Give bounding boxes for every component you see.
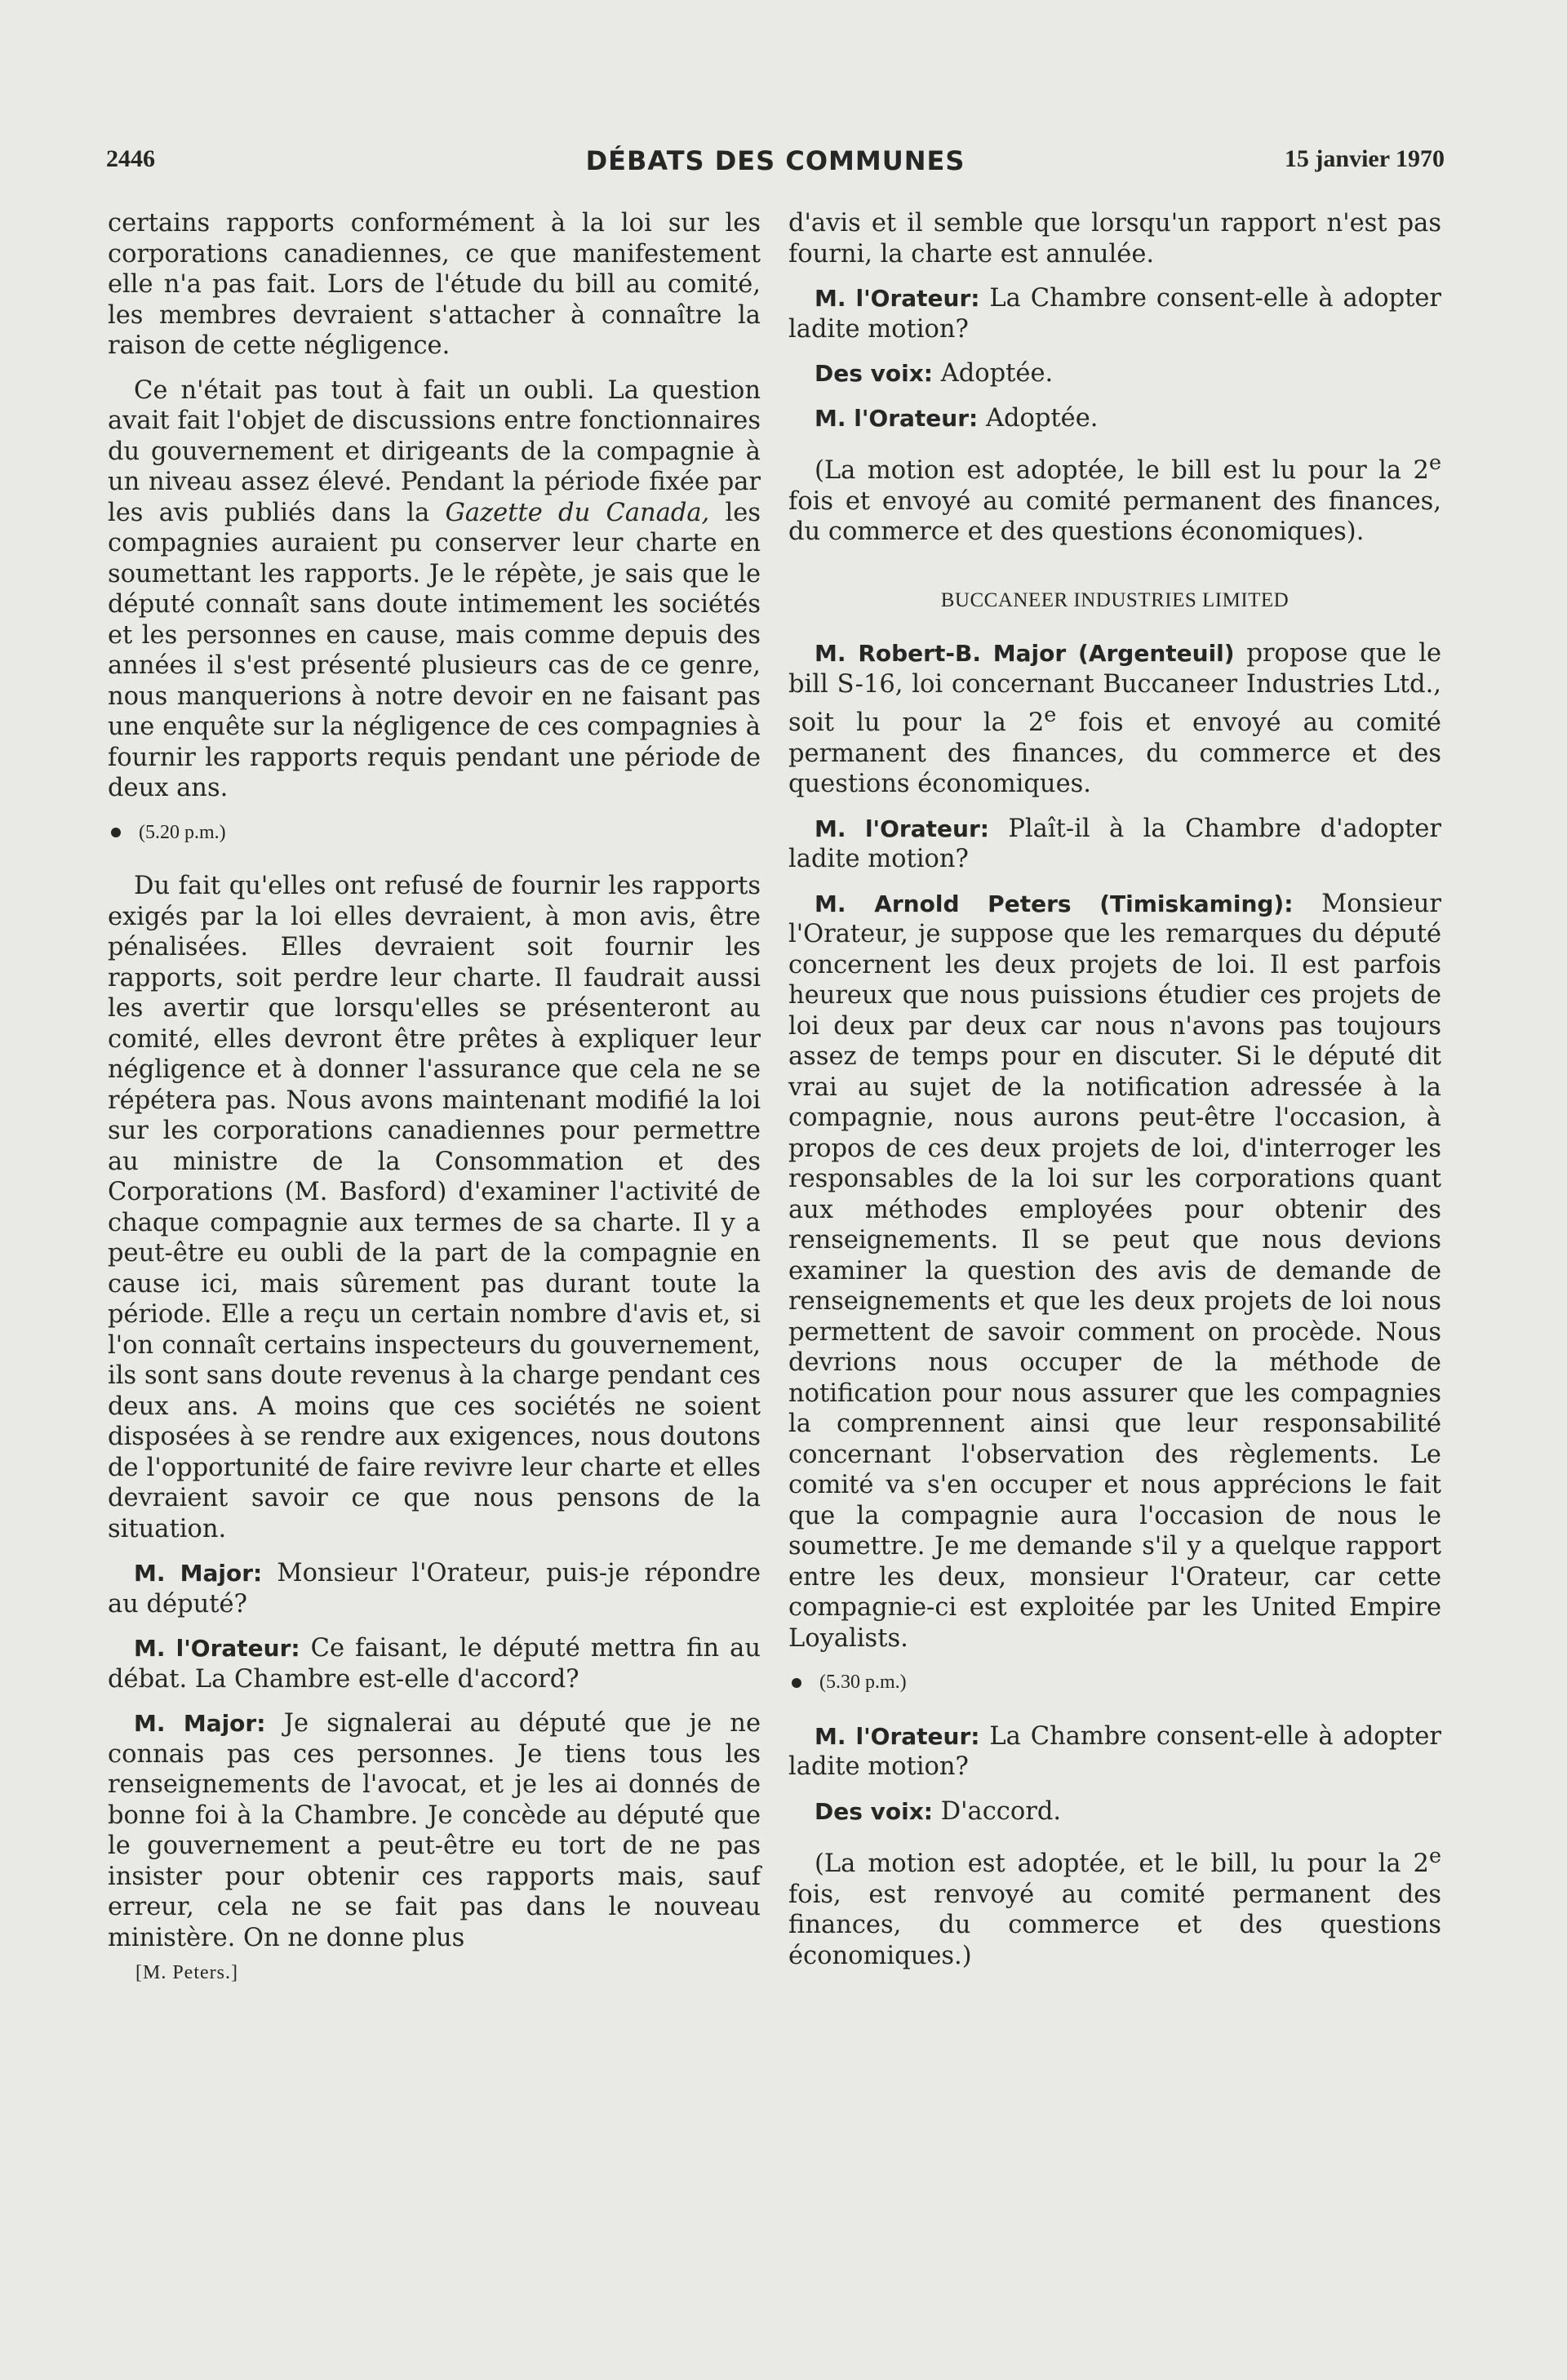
speaker-name: M. l'Orateur: (134, 1635, 300, 1662)
time-marker: (5.30 p.m.) (788, 1667, 1441, 1698)
speaker-name: M. Arnold Peters (Timiskaming): (815, 890, 1294, 917)
speaker-name: M. Robert-B. Major (Argenteuil) (815, 640, 1235, 668)
paragraph: Du fait qu'elles ont refusé de fournir les rapports exigés par la loi elles devraient, à mon avis, être pénalisées. Elles devraient soit fournir les rapports, soit perdre leur charte. Il faudrait aussi les avertir que lorsqu'elles se présenteront au comité, elles devront être prêtes à expliquer leur négligence et à donner l'assurance que cela ne se répétera pas. Nous avons maintenant modifié la loi sur les corporations canadiennes pour permettre au ministre de la Consommation et des Corporations (M. Basford) d'examiner l'activité de chaque compagnie aux termes de sa charte. Il y a peut-être eu oubli de la part de la compagnie en cause ici, mais sûrement pas durant toute la période. Elle a reçu un certain nombre d'avis et, si l'on connaît certains inspecteurs du gouvernement, ils sont sans doute revenus à la charge pendant ces deux ans. A moins que ces sociétés ne soient disposées à se rendre aux exigences, nous doutons de l'opportunité de faire revivre leur charte et elles devraient savoir ce que nous pensons de la situation. (108, 872, 761, 1543)
paragraph: certains rapports conformément à la loi sur les corporations canadiennes, ce que manifestement elle n'a pas fait. Lors de l'étude du bill au comité, les membres devraient s'attacher à connaître la raison de cette négligence. (108, 209, 761, 360)
speaker-name: M. Major: (134, 1560, 263, 1587)
speech: Des voix: Adoptée. (815, 359, 1054, 388)
speaker-name: Des voix: (815, 360, 933, 387)
speech: M. l'Orateur: Adoptée. (815, 403, 1099, 433)
speaker-name: M. l'Orateur: (815, 404, 979, 432)
paragraph: d'avis et il semble que lorsqu'un rapport n'est pas fourni, la charte est annulée. (788, 209, 1441, 269)
speaker-name: Des voix: (815, 1797, 933, 1825)
speaker-name: M. Major: (134, 1710, 266, 1737)
page-number: 2446 (106, 145, 155, 172)
left-column (108, 208, 761, 1989)
time-marker: (5.20 p.m.) (108, 818, 761, 849)
speaker-name: M. l'Orateur: (815, 1722, 980, 1750)
speaker-name: M. l'Orateur: (815, 285, 980, 312)
speech: M. l'Orateur: Plaît-il à la Chambre d'adopter ladite motion? (788, 814, 1441, 874)
speech: Des voix: D'accord. (815, 1796, 1062, 1826)
procedural-note: (La motion est adoptée, et le bill, lu pour la 2e fois, est renvoyé au comité permanent des finances, du commerce et des questions économiques.) (788, 1843, 1441, 1970)
page-header (106, 145, 1445, 181)
speech: M. l'Orateur: La Chambre consent-elle à adopter ladite motion? (788, 284, 1441, 344)
right-column (788, 208, 1441, 1985)
page-title: DÉBATS DES COMMUNES (585, 145, 966, 176)
speaker-reference: [M. Peters.] (135, 1962, 238, 1983)
speech: M. Robert-B. Major (Argenteuil) propose que le bill S-16, loi concernant Buccaneer Industries Ltd., soit lu pour la 2e fois et envoyé au comité permanent des finances, du commerce et des questions économiques. (788, 639, 1441, 799)
procedural-note: (La motion est adoptée, le bill est lu pour la 2e fois et envoyé au comité permanent des finances, du commerce et des questions économiques). (788, 450, 1441, 547)
speech: M. Major: Je signalerai au député que je ne connais pas ces personnes. Je tiens tous les renseignements de l'avocat, et je les ai donnés de bonne foi à la Chambre. Je concède au député que le gouvernement a peut-être eu tort de ne pas insister pour obtenir ces rapports mais, sauf erreur, cela ne se fait pas dans le nouveau ministère. On ne donne plus (108, 1709, 761, 1952)
speech: M. l'Orateur: Ce faisant, le député mettra fin au débat. La Chambre est-elle d'accord? (108, 1634, 761, 1694)
speech: M. Major: Monsieur l'Orateur, puis-je répondre au député? (108, 1559, 761, 1618)
speaker-name: M. l'Orateur: (815, 815, 989, 842)
bullet-icon (792, 1678, 801, 1688)
speech: M. l'Orateur: La Chambre consent-elle à adopter ladite motion? (788, 1721, 1441, 1782)
publication-title: Gazette du Canada, (445, 498, 710, 527)
page-date: 15 janvier 1970 (1284, 145, 1445, 172)
paragraph: Ce n'était pas tout à fait un oubli. La question avait fait l'objet de discussions entre fonctionnaires du gouvernement et dirigeants de la compagnie à un niveau assez élevé. Pendant la période fixée par les avis publiés dans la Gazette du Canada, les compagnies auraient pu conserver leur charte en soumettant les rapports. Je le répète, je sais que le député connaît sans doute intimement les sociétés et les personnes en cause, mais comme depuis des années il s'est présenté plusieurs cas de ce genre, nous manquerions à notre devoir en ne faisant pas une enquête sur la négligence de ces compagnies à fournir les rapports requis pendant une période de deux ans. (108, 375, 761, 802)
bullet-icon (111, 828, 121, 837)
section-heading: BUCCANEER INDUSTRIES LIMITED (940, 588, 1290, 611)
speech: M. Arnold Peters (Timiskaming): Monsieur l'Orateur, je suppose que les remarques du député concernent les deux projets de loi. Il est parfois heureux que nous puissions étudier ces projets de loi deux par deux car nous n'avons pas toujours assez de temps pour en discuter. Si le député dit vrai au sujet de la notification adressée à la compagnie, nous aurons peut-être l'occasion, à propos de ces deux projets de loi, d'interroger les responsables de la loi sur les corporations quant aux méthodes employées pour obtenir des renseignements. Il se peut que nous devions examiner la question des avis de demande de renseignements et que les deux projets de loi nous permettent de savoir comment on procède. Nous devrions nous occuper de la méthode de notification pour nous assurer que les compagnies la comprennent ainsi que leur responsabilité concernant l'observation des règlements. Le comité va s'en occuper et nous apprécions le fait que la compagnie aura l'occasion de nous le soumettre. Je me demande s'il y a quelque rapport entre les deux, monsieur l'Orateur, car cette compagnie-ci est exploitée par les United Empire Loyalists. (788, 889, 1441, 1653)
